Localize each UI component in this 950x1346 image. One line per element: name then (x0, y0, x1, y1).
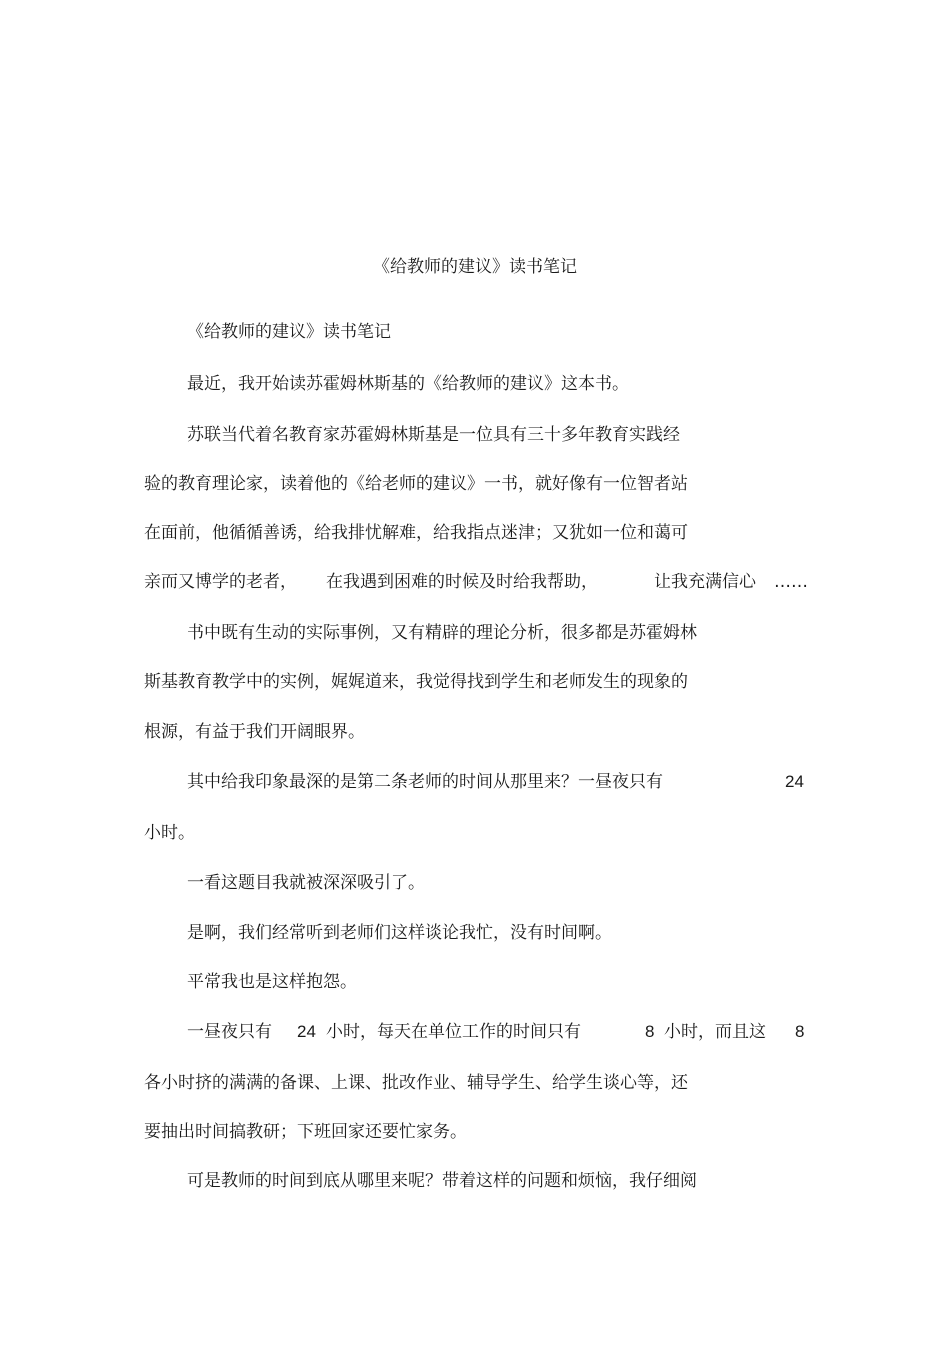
text-line: 亲而又博学的老者， (144, 572, 297, 592)
text-line: 各小时挤的满满的备课、上课、批改作业、辅导学生、给学生谈心等，还 (144, 1073, 688, 1093)
text-line: 在我遇到困难的时候及时给我帮助， (326, 572, 598, 592)
number-text: 8 (795, 1022, 805, 1041)
text-line: 验的教育理论家，读着他的《给老师的建议》一书，就好像有一位智者站 (144, 474, 688, 494)
document-title: 《给教师的建议》读书笔记 (373, 257, 577, 277)
text-line: 书中既有生动的实际事例，又有精辟的理论分析，很多都是苏霍姆林 (187, 623, 697, 643)
text-line: 可是教师的时间到底从哪里来呢？带着这样的问题和烦恼，我仔细阅 (187, 1171, 697, 1191)
text-line: 其中给我印象最深的是第二条老师的时间从那里来？一昼夜只有 (187, 772, 663, 792)
text-line: 小时。 (144, 823, 195, 843)
text-line: 根源，有益于我们开阔眼界。 (144, 722, 365, 742)
text-line: 《给教师的建议》读书笔记 (187, 322, 391, 342)
ellipsis-text: …… (774, 572, 808, 592)
text-line: 一看这题目我就被深深吸引了。 (187, 873, 425, 893)
number-text: 24 (297, 1022, 316, 1041)
number-text: 8 (645, 1022, 655, 1041)
text-line: 苏联当代着名教育家苏霍姆林斯基是一位具有三十多年教育实践经 (187, 425, 680, 445)
text-line: 一昼夜只有 (187, 1022, 272, 1042)
text-line: 让我充满信心 (654, 572, 756, 592)
text-line: 要抽出时间搞教研；下班回家还要忙家务。 (144, 1122, 467, 1142)
text-line: 小时，而且这 (664, 1022, 766, 1042)
text-line: 平常我也是这样抱怨。 (187, 972, 357, 992)
number-text: 24 (785, 772, 804, 791)
text-line: 在面前，他循循善诱，给我排忧解难，给我指点迷津；又犹如一位和蔼可 (144, 523, 688, 543)
text-line: 斯基教育教学中的实例，娓娓道来，我觉得找到学生和老师发生的现象的 (144, 672, 688, 692)
text-line: 小时，每天在单位工作的时间只有 (326, 1022, 581, 1042)
text-line: 是啊，我们经常听到老师们这样谈论我忙，没有时间啊。 (187, 923, 612, 943)
text-line: 最近，我开始读苏霍姆林斯基的《给教师的建议》这本书。 (187, 374, 629, 394)
